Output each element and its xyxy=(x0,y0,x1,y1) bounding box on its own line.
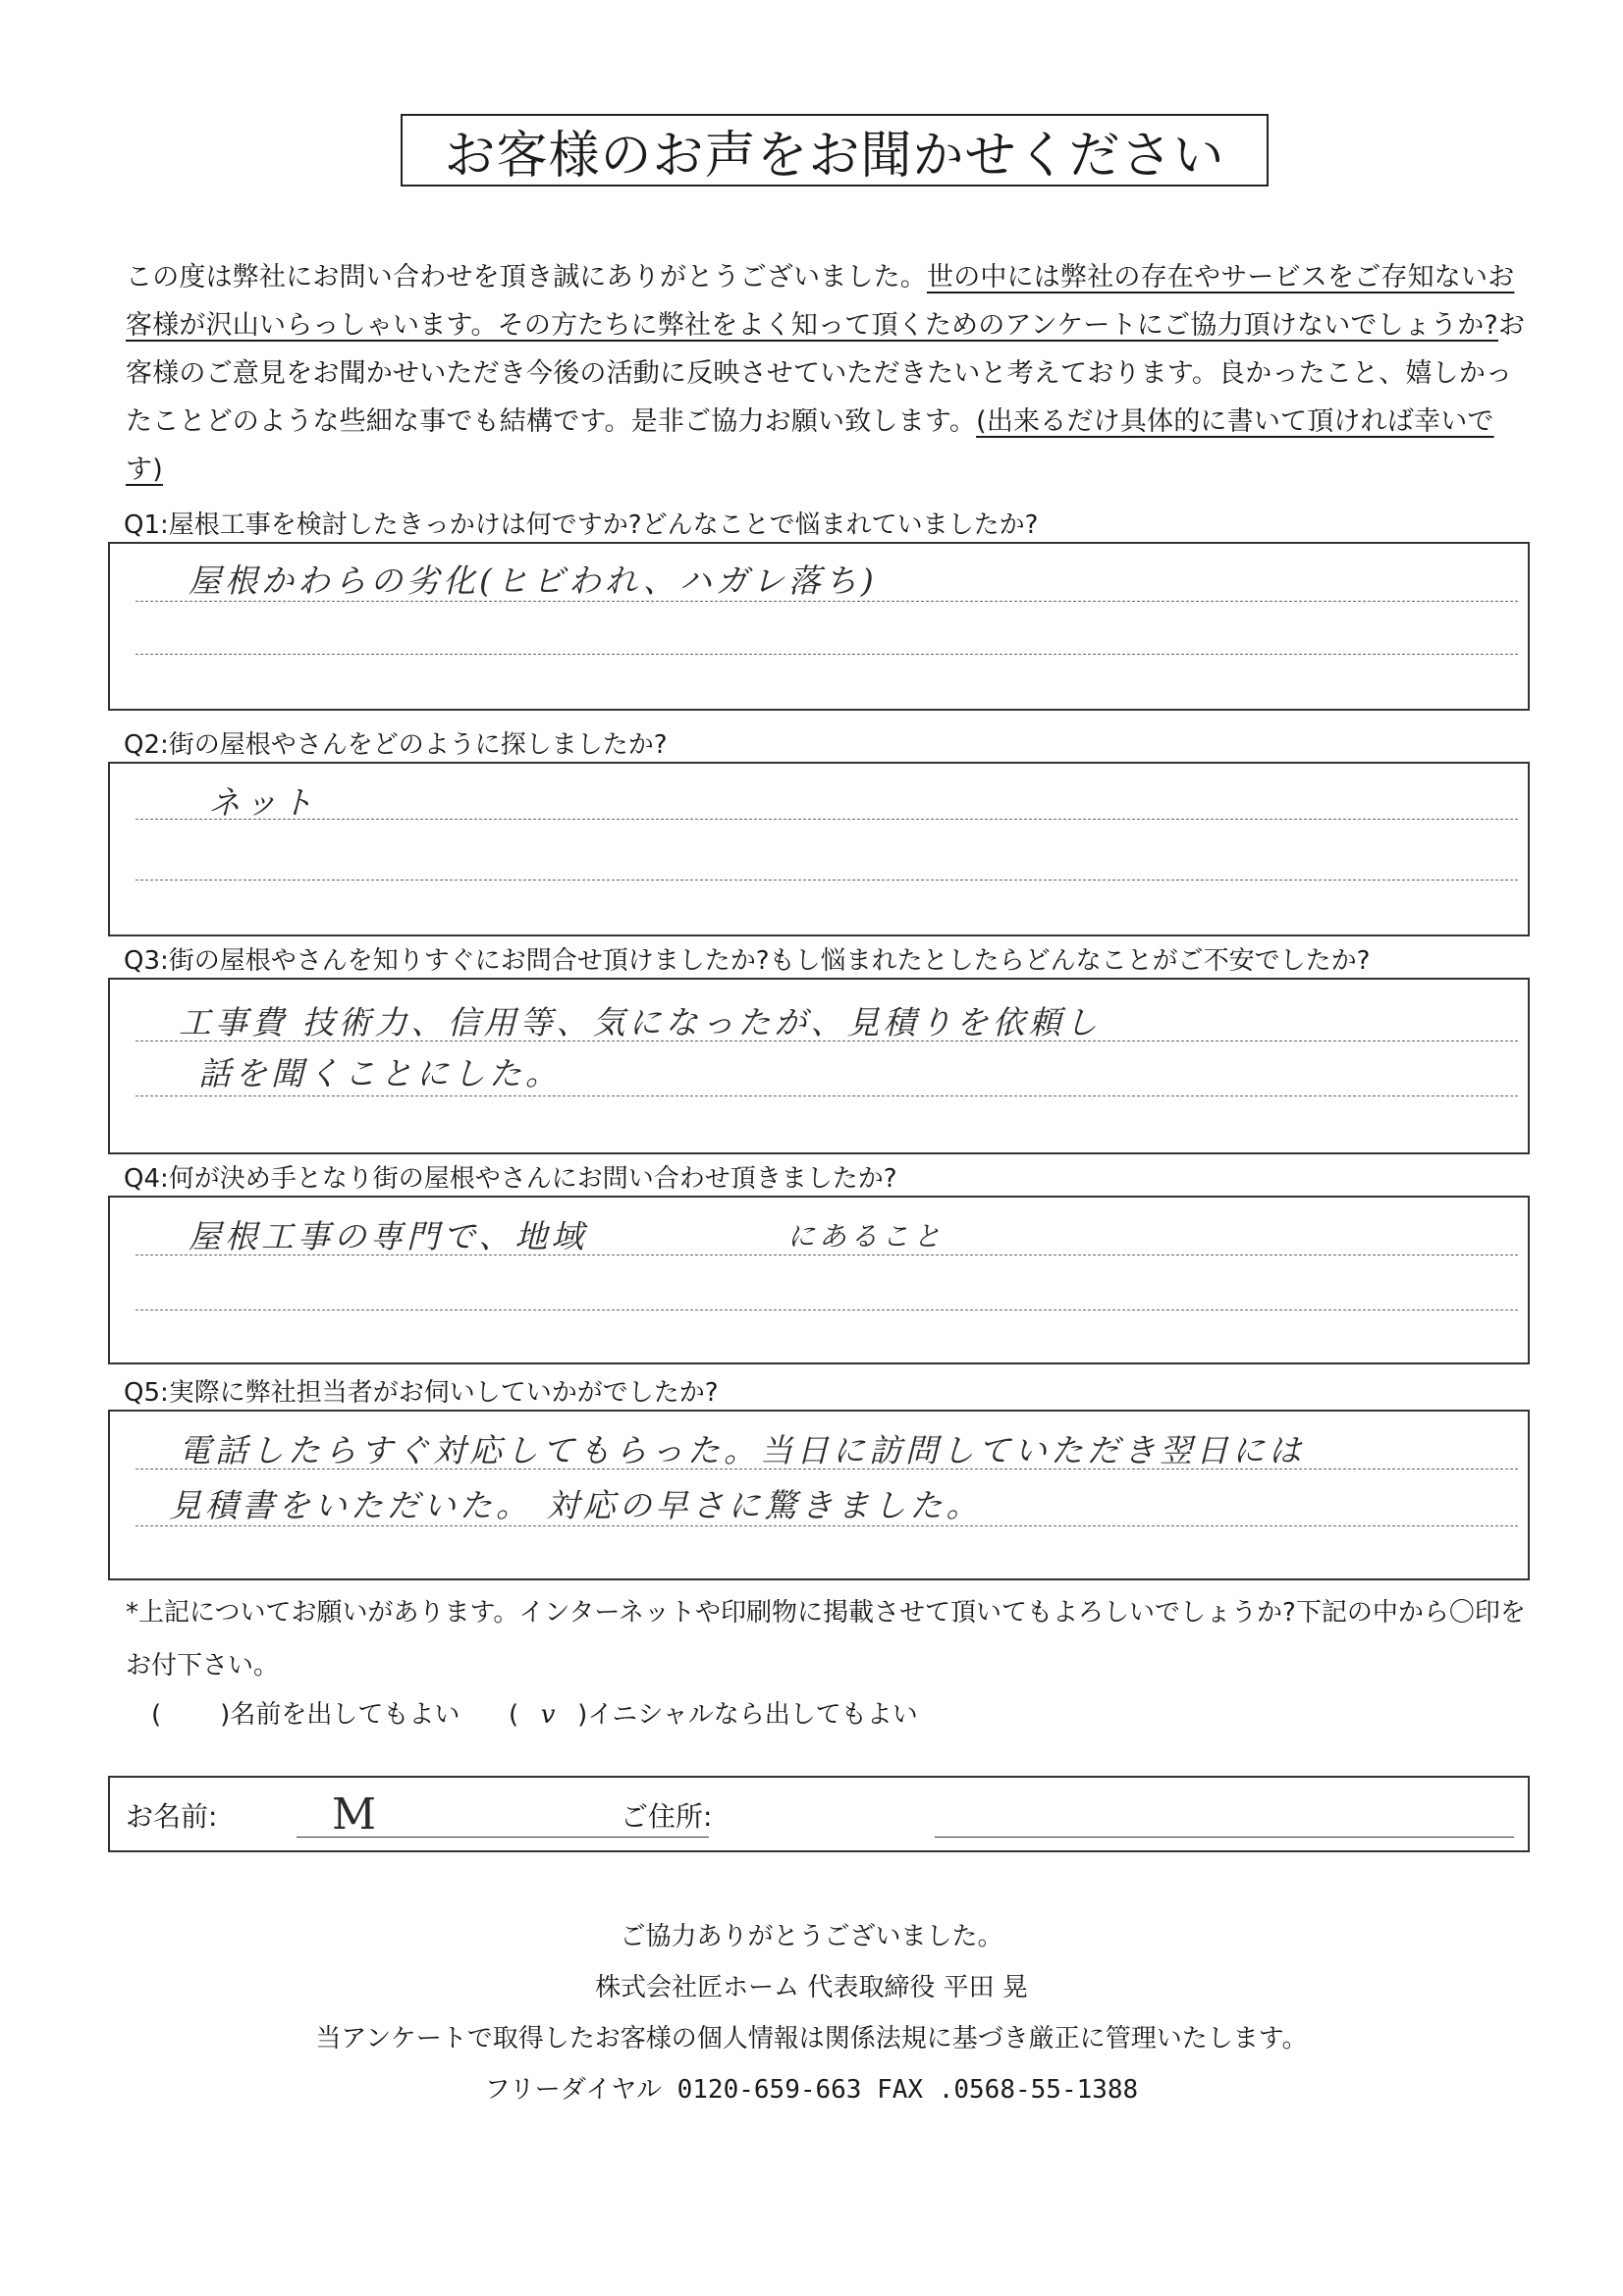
choice-close-paren: ) xyxy=(220,1700,231,1730)
publish-note-line-1: *上記についてお願いがあります。インターネットや印刷物に掲載させて頂いてもよろしいでしょうか?下記の中から〇印を xyxy=(126,1598,1526,1628)
question-3-answer-box[interactable] xyxy=(108,978,1530,1154)
answer-rule xyxy=(135,1309,1518,1310)
answer-rule xyxy=(135,880,1518,881)
choice-open-paren: ( xyxy=(509,1700,519,1730)
footer-company: 株式会社匠ホーム 代表取締役 平田 晃 xyxy=(595,1973,1028,2002)
question-5-answer-line-2: 見積書をいただいた。 対応の早さに驚きました。 xyxy=(169,1486,983,1524)
name-address-box xyxy=(108,1776,1530,1852)
footer-thanks: ご協力ありがとうございました。 xyxy=(620,1922,1003,1951)
name-underline xyxy=(297,1837,709,1838)
choice-initial-ok[interactable] xyxy=(509,1694,918,1731)
choice-initial-ok-mark: v xyxy=(540,1700,556,1730)
question-5-label: Q5:実際に弊社担当者がお伺いしていかがでしたか? xyxy=(124,1378,719,1408)
question-4-answer-line-1: 屋根工事の専門で、地域 xyxy=(189,1217,588,1255)
publish-note-line-2: お付下さい。 xyxy=(126,1651,280,1681)
choice-name-ok[interactable] xyxy=(151,1694,460,1731)
question-3-answer-line-1: 工事費 技術力、信用等、気になったが、見積りを依頼し xyxy=(179,1003,1102,1041)
intro-body: お客様のご意見をお聞かせいただき今後の活動に反映させていただきたいと考えております。良かったこと、嬉しかったことどのような些細な事でも結構です。是非ご協力お願い致します。 xyxy=(126,310,1526,437)
question-1-label: Q1:屋根工事を検討したきっかけは何ですか?どんなことで悩まれていましたか? xyxy=(124,510,1039,540)
question-5-answer-line-1: 電話したらすぐ対応してもらった。当日に訪問していただき翌日には xyxy=(179,1431,1305,1469)
address-underline xyxy=(935,1837,1514,1838)
question-5-answer-box[interactable] xyxy=(108,1410,1530,1580)
name-value[interactable]: M xyxy=(332,1789,381,1840)
intro-note: (出来るだけ具体的に書いて頂ければ幸いです) xyxy=(126,406,1494,485)
question-2-answer-line-1: ネット xyxy=(208,783,317,822)
intro-thanks: この度は弊社にお問い合わせを頂き誠にありがとうございました。 xyxy=(126,262,927,293)
question-2-label: Q2:街の屋根やさんをどのように探しましたか? xyxy=(124,730,668,760)
question-2-answer-box[interactable] xyxy=(108,762,1530,936)
intro-paragraph xyxy=(126,253,1530,494)
choice-initial-ok-label: イニシャルなら出してもよい xyxy=(587,1700,918,1730)
answer-rule xyxy=(135,819,1518,820)
question-1-answer-line-1: 屋根かわらの劣化(ヒビわれ、ハガレ落ち) xyxy=(189,561,878,600)
question-3-label: Q3:街の屋根やさんを知りすぐにお問合せ頂けましたか?もし悩まれたとしたらどんなことがご不安でしたか? xyxy=(124,946,1371,976)
choice-open-paren: ( xyxy=(151,1700,162,1730)
choice-name-ok-label: 名前を出してもよい xyxy=(230,1700,460,1730)
answer-rule xyxy=(135,654,1518,655)
question-1-answer-box[interactable] xyxy=(108,542,1530,711)
intro-request: 世の中には弊社の存在やサービスをご存知ないお客様が沢山いらっしゃいます。その方たちに弊社をよく知って頂くためのアンケートにご協力頂けないでしょうか? xyxy=(126,262,1515,341)
name-label: お名前: xyxy=(126,1800,218,1833)
footer-privacy: 当アンケートで取得したお客様の個人情報は関係法規に基づき厳正に管理いたします。 xyxy=(315,2024,1308,2054)
question-4-answer-box[interactable] xyxy=(108,1196,1530,1364)
form-title: お客様のお声をお聞かせください xyxy=(401,114,1269,187)
question-3-answer-line-2: 話を聞くことにした。 xyxy=(198,1054,562,1093)
choice-close-paren: ) xyxy=(577,1700,588,1730)
footer-contact: フリーダイヤル 0120-659-663 FAX .0568-55-1388 xyxy=(484,2075,1139,2105)
answer-rule xyxy=(135,1095,1518,1096)
address-label: ご住所: xyxy=(621,1800,713,1833)
question-4-answer-line-1b: にあること xyxy=(787,1220,946,1253)
question-4-label: Q4:何が決め手となり街の屋根やさんにお問い合わせ頂きましたか? xyxy=(124,1164,897,1194)
